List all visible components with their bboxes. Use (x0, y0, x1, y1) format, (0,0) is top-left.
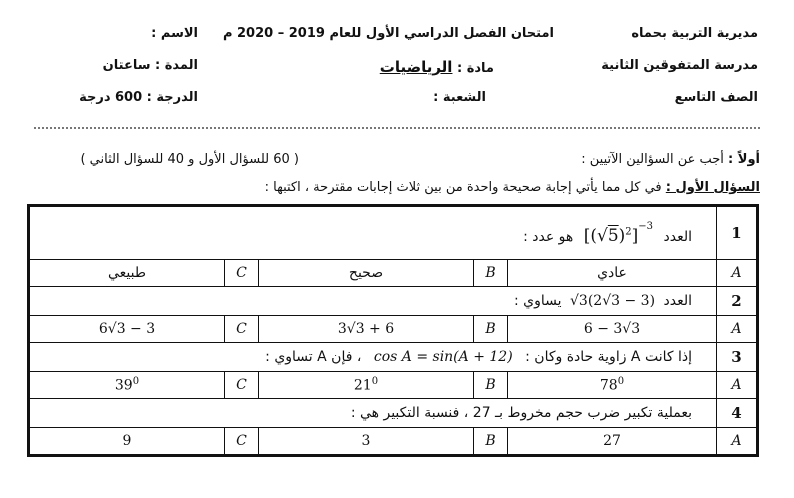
math-expression: $[(√5)^2]^{-3}$ (583, 220, 654, 246)
questions-table (27, 204, 759, 457)
q1-text: في كل مما يأتي إجابة صحيحة واحدة من بين ثلاث إجابات مقترحة ، اكتبها : (264, 180, 662, 195)
first-text: أجب عن السؤالين الآتيين : (581, 152, 724, 167)
option-a-label: A (717, 316, 758, 343)
question-pre: إذا كانت A زاوية حادة وكان : (525, 349, 692, 365)
section-label: الشعبة : (433, 90, 486, 105)
option-b-label: B (474, 372, 508, 399)
option-a: عادي (508, 260, 717, 287)
duration: المدة : ساعتان (102, 58, 198, 73)
option-c-label: C (225, 428, 259, 456)
subject (380, 58, 494, 76)
first-instruction (581, 152, 760, 167)
question-post: يساوي : (514, 293, 562, 309)
option-a-label: A (717, 372, 758, 399)
question-text (29, 206, 717, 260)
option-b-label: B (474, 428, 508, 456)
degree-mark: 0 (132, 376, 140, 388)
score: الدرجة : 600 درجة (79, 90, 198, 105)
school-name: مدرسة المتفوقين الثانية (601, 58, 758, 73)
option-a-label: A (717, 260, 758, 287)
option-value: 39 (114, 377, 133, 394)
question-row-2 (29, 287, 758, 316)
points-note: ( 60 للسؤال الأول و 40 للسؤال الثاني ) (80, 152, 299, 167)
options-row-2 (29, 316, 758, 343)
subject-value: الرياضيات (379, 58, 453, 76)
option-b: 3 (259, 428, 474, 456)
option-a: 6 − 3√3 (508, 316, 717, 343)
option-c: طبيعي (29, 260, 225, 287)
option-c-label: C (225, 316, 259, 343)
option-c (29, 372, 225, 399)
option-c-label: C (225, 260, 259, 287)
subject-label: مادة : (456, 61, 494, 76)
option-value: 78 (599, 377, 618, 394)
option-b-label: B (474, 260, 508, 287)
option-value: 21 (353, 377, 372, 394)
option-c: 9 (29, 428, 225, 456)
option-b (259, 372, 474, 399)
grade: الصف التاسع (674, 90, 758, 105)
option-a (508, 372, 717, 399)
question-text (29, 343, 717, 372)
question-text (29, 287, 717, 316)
question-number: 4 (717, 399, 758, 428)
exam-title: امتحان الفصل الدراسي الأول للعام 2019 – 2020 م (222, 26, 554, 41)
question-pre: العدد (663, 293, 692, 309)
question-number: 3 (717, 343, 758, 372)
degree-mark: 0 (617, 376, 625, 388)
directorate: مديرية التربية بحماه (631, 26, 758, 41)
q1-label: السؤال الأول : (665, 180, 760, 195)
question-post: هو عدد : (523, 228, 574, 245)
question-number: 1 (717, 206, 758, 260)
question-row-1 (29, 206, 758, 260)
option-a: 27 (508, 428, 717, 456)
option-c-label: C (225, 372, 259, 399)
outer-exponent: −3 (638, 220, 654, 232)
question-pre: العدد (663, 228, 692, 245)
separator-line (34, 127, 760, 129)
options-row-1 (29, 260, 758, 287)
option-b: صحيح (259, 260, 474, 287)
options-row-3 (29, 372, 758, 399)
option-a-label: A (717, 428, 758, 456)
name-label: الاسم : (151, 26, 198, 41)
question-row-3 (29, 343, 758, 372)
inner-exponent: 2 (625, 225, 632, 237)
degree-mark: 0 (371, 376, 379, 388)
option-c: 6√3 − 3 (29, 316, 225, 343)
option-b-label: B (474, 316, 508, 343)
first-label: أولاً : (728, 152, 760, 167)
radicand: 5 (607, 225, 619, 246)
question-row-4 (29, 399, 758, 428)
option-b: 3√3 + 6 (259, 316, 474, 343)
math-expression: cos A = sin(A + 12) (373, 349, 513, 365)
question-text: بعملية تكبير ضرب حجم مخروط بـ 27 ، فنسبة التكبير هي : (29, 399, 717, 428)
options-row-4 (29, 428, 758, 456)
question-post: ، فإن A تساوي : (265, 349, 362, 365)
q1-instruction (265, 180, 760, 195)
math-expression: √3(2√3 − 3) (570, 293, 656, 309)
question-number: 2 (717, 287, 758, 316)
